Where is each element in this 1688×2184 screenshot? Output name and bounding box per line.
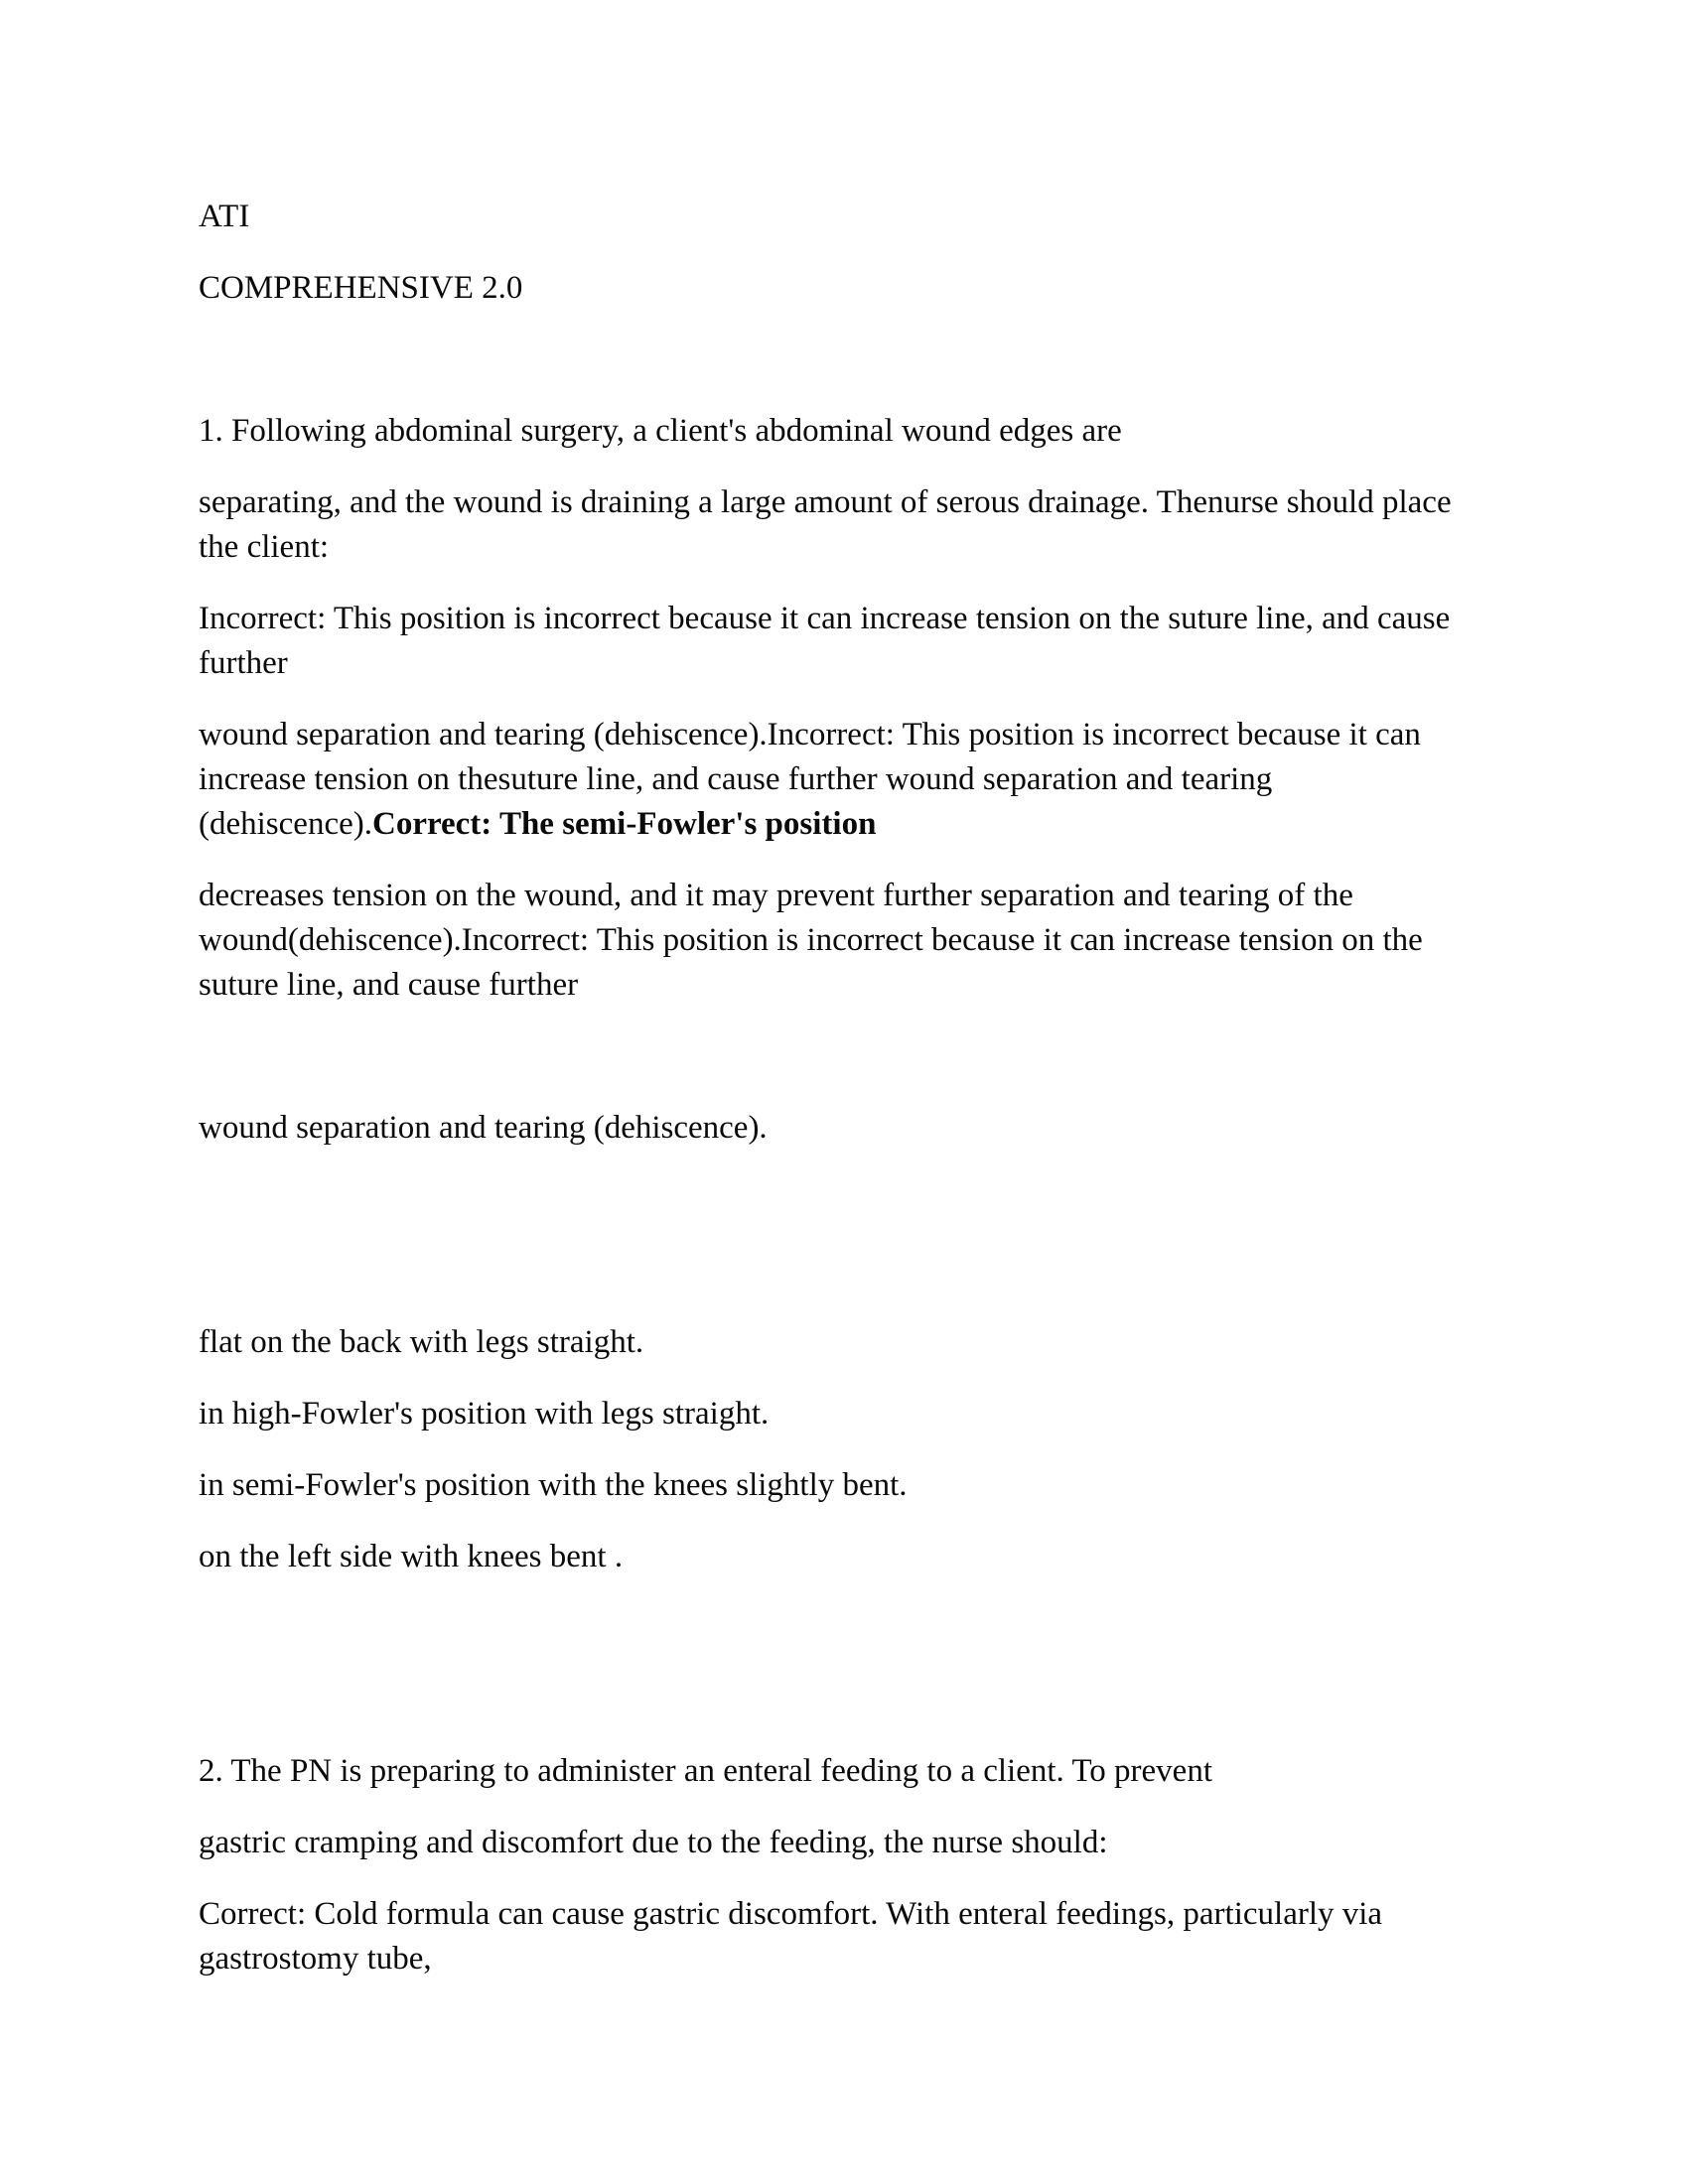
document-subtitle: COMPREHENSIVE 2.0 bbox=[199, 270, 523, 306]
document-title: ATI bbox=[199, 199, 250, 234]
question-1-stem-part-2 bbox=[199, 480, 1489, 570]
question-1-rationale-2-line-3 bbox=[199, 802, 1489, 847]
question-2-rationale-paragraph-1 bbox=[199, 1892, 1489, 1981]
question-1-rationale-paragraph-3 bbox=[199, 874, 1489, 1008]
question-1-stem-line-2: separating, and the wound is draining a large amount of serous drainage. Thenurse should place bbox=[199, 484, 1452, 520]
question-1-rationale-1-line-2: further bbox=[199, 645, 288, 681]
blank-paragraph bbox=[199, 1249, 1489, 1294]
question-1-stem-line-3: the client: bbox=[199, 529, 330, 565]
blank-paragraph bbox=[199, 1177, 1489, 1222]
question-2-rationale-1-line-2: gastrostomy tube, bbox=[199, 1941, 432, 1977]
question-1-rationale-2-line-1: wound separation and tearing (dehiscence).Incorrect: This position is incorrect because it can bbox=[199, 717, 1421, 752]
answer-option-d-paragraph bbox=[199, 1535, 1489, 1579]
blank-paragraph bbox=[199, 338, 1489, 382]
answer-option-b-paragraph bbox=[199, 1392, 1489, 1436]
question-2-stem-part-1 bbox=[199, 1749, 1489, 1794]
rationale-regular-segment: (dehiscence). bbox=[199, 806, 372, 842]
question-1-rationale-paragraph-4 bbox=[199, 1106, 1489, 1151]
document-header-subtitle-paragraph bbox=[199, 266, 1489, 311]
answer-option-a: flat on the back with legs straight. bbox=[199, 1324, 644, 1360]
question-1-rationale-1-line-1: Incorrect: This position is incorrect because it can increase tension on the suture line, and cause bbox=[199, 601, 1451, 636]
blank-paragraph bbox=[199, 1678, 1489, 1722]
question-1-rationale-2-line-2: increase tension on thesuture line, and cause further wound separation and tearing bbox=[199, 761, 1273, 797]
question-1-rationale-3-line-1: decreases tension on the wound, and it may prevent further separation and tearing of the bbox=[199, 878, 1353, 913]
blank-paragraph bbox=[199, 1606, 1489, 1651]
question-2-stem-line-2: gastric cramping and discomfort due to the feeding, the nurse should: bbox=[199, 1825, 1108, 1860]
answer-option-a-paragraph bbox=[199, 1320, 1489, 1365]
question-1-rationale-4-line-1: wound separation and tearing (dehiscence). bbox=[199, 1110, 768, 1146]
answer-option-d: on the left side with knees bent . bbox=[199, 1539, 624, 1574]
document-header-title-paragraph bbox=[199, 195, 1489, 239]
question-1-rationale-paragraph-1 bbox=[199, 597, 1489, 686]
question-1-stem-line-1: 1. Following abdominal surgery, a client's abdominal wound edges are bbox=[199, 413, 1122, 449]
question-1-stem-part-1 bbox=[199, 409, 1489, 454]
question-1-rationale-3-line-3: suture line, and cause further bbox=[199, 967, 579, 1003]
answer-option-b: in high-Fowler's position with legs straight. bbox=[199, 1396, 770, 1432]
question-2-stem-line-1: 2. The PN is preparing to administer an enteral feeding to a client. To prevent bbox=[199, 1753, 1213, 1789]
correct-answer-bold-text: Correct: The semi-Fowler's position bbox=[371, 806, 877, 842]
question-1-rationale-paragraph-2 bbox=[199, 713, 1489, 847]
answer-option-c-paragraph bbox=[199, 1463, 1489, 1508]
question-1-rationale-3-line-2: wound(dehiscence).Incorrect: This position is incorrect because it can increase tension on the bbox=[199, 922, 1423, 958]
question-2-stem-part-2 bbox=[199, 1821, 1489, 1865]
question-2-rationale-1-line-1: Correct: Cold formula can cause gastric discomfort. With enteral feedings, particularly via bbox=[199, 1896, 1383, 1932]
blank-paragraph bbox=[199, 1034, 1489, 1079]
answer-option-c: in semi-Fowler's position with the knees slightly bent. bbox=[199, 1467, 908, 1503]
